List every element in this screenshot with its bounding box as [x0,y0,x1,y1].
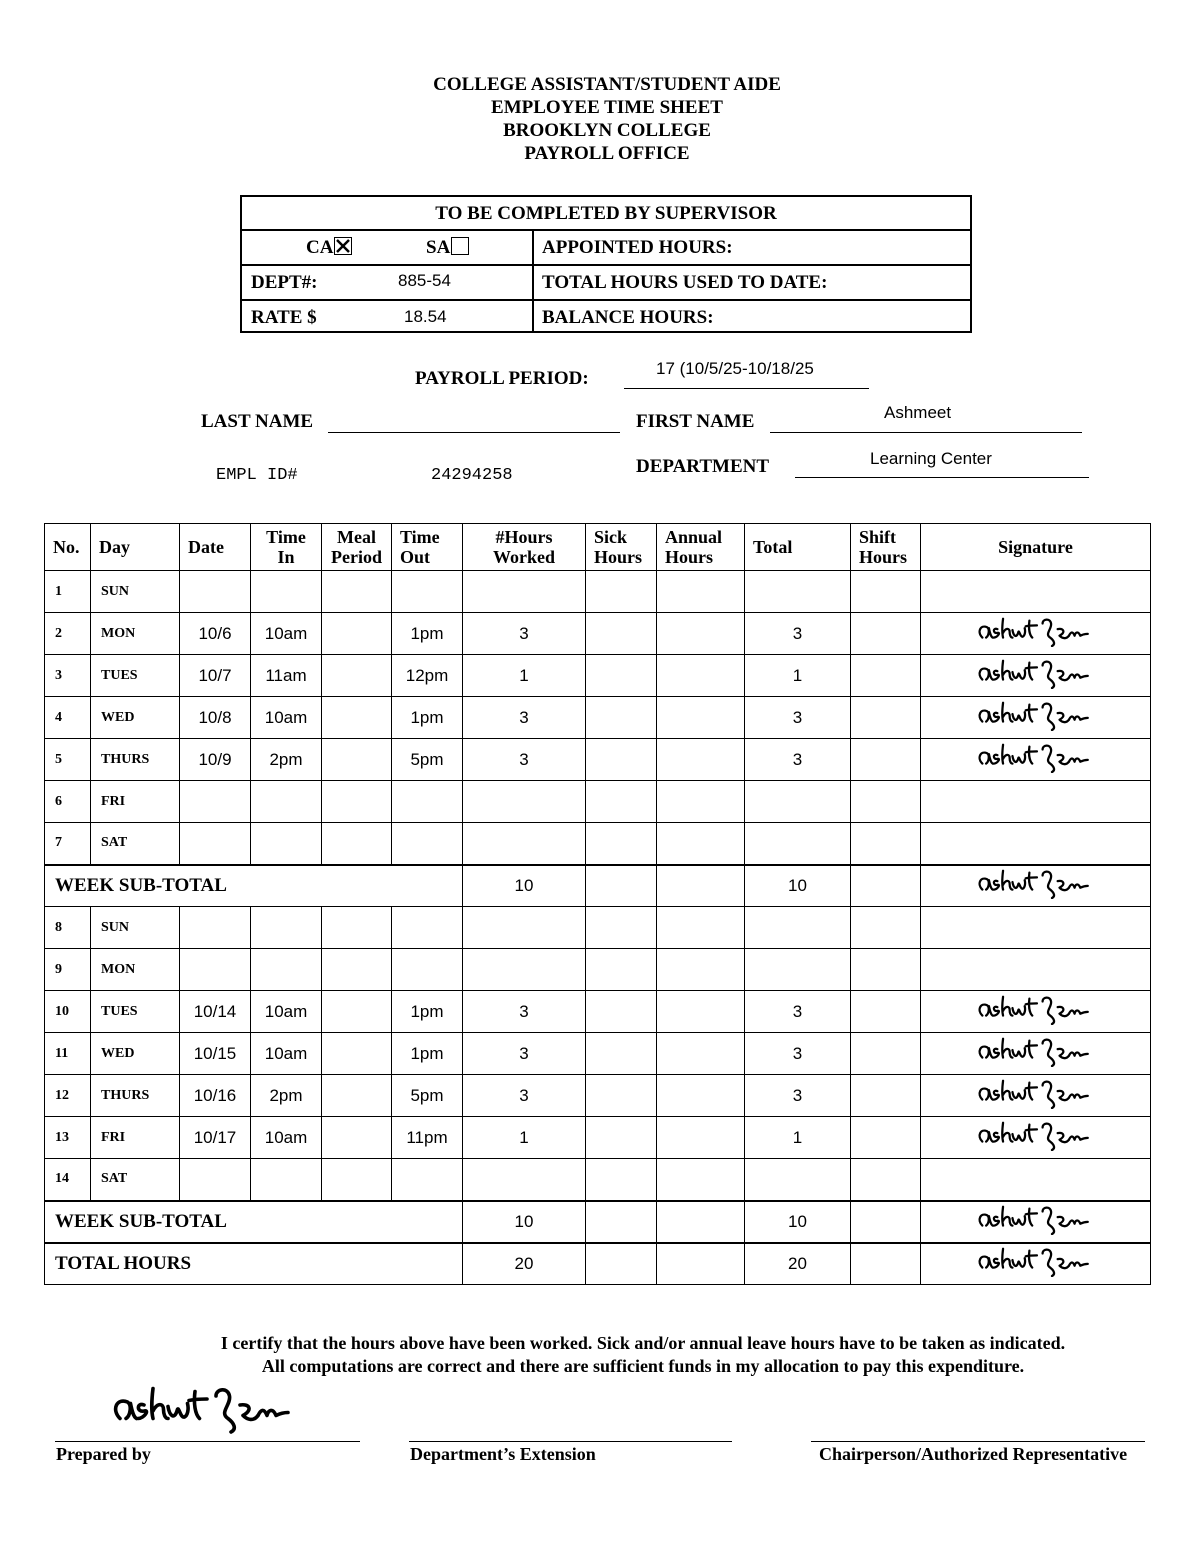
total-cell[interactable]: 3 [745,1075,851,1117]
total-hours-row-sick[interactable] [586,1243,657,1285]
sick-hours-cell[interactable] [586,697,657,739]
time-out-cell[interactable] [392,1159,463,1201]
time-out-cell[interactable]: 12pm [392,655,463,697]
table-row [45,949,1151,991]
ca-checkbox[interactable] [334,237,352,255]
sick-hours-cell[interactable] [586,655,657,697]
row-number: 4 [45,697,91,739]
total-hours-row-label: TOTAL HOURS [45,1243,463,1285]
hours-worked-cell[interactable]: 3 [463,697,586,739]
prepared-by-label: Prepared by [56,1444,151,1464]
week1-subtotal-row-annual[interactable] [657,865,745,907]
week1-subtotal-row-shift[interactable] [851,865,921,907]
signature-cell[interactable] [921,1075,1151,1117]
row-number: 5 [45,739,91,781]
hours-worked-cell[interactable]: 3 [463,991,586,1033]
meal-period-cell[interactable] [322,613,392,655]
row-number: 11 [45,1033,91,1075]
payroll-period-value[interactable]: 17 (10/5/25-10/18/25 [656,359,814,378]
date-cell[interactable]: 10/17 [180,1117,251,1159]
col-header-time-in: Time In [251,524,322,571]
total-cell[interactable] [745,571,851,613]
table-row [45,655,1151,697]
row-number: 14 [45,1159,91,1201]
time-in-cell[interactable]: 10am [251,991,322,1033]
week1-subtotal-row [45,865,1151,907]
first-name-label: FIRST NAME [636,411,755,432]
date-cell[interactable]: 10/7 [180,655,251,697]
annual-hours-cell[interactable] [657,991,745,1033]
header-line-4: PAYROLL OFFICE [524,143,690,164]
table-row [45,991,1151,1033]
signature-cell[interactable] [921,571,1151,613]
row-number: 3 [45,655,91,697]
col-header-sick-hours: Sick Hours [586,524,657,571]
meal-period-cell[interactable] [322,781,392,823]
annual-hours-cell[interactable] [657,697,745,739]
signature-cell[interactable] [921,1159,1151,1201]
table-row [45,739,1151,781]
sick-hours-cell[interactable] [586,571,657,613]
appointed-hours-label: APPOINTED HOURS: [542,237,733,258]
sick-hours-cell[interactable] [586,781,657,823]
time-out-cell[interactable]: 1pm [392,697,463,739]
week2-subtotal-row-sick[interactable] [586,1201,657,1243]
dept-value[interactable]: 885-54 [398,271,451,290]
signature-cell[interactable] [921,865,1151,907]
hours-worked-cell[interactable] [463,571,586,613]
form-header [0,73,1200,165]
col-header-hours-worked: #Hours Worked [463,524,586,571]
time-in-cell[interactable] [251,781,322,823]
department-value[interactable]: Learning Center [870,449,992,468]
signature-cell[interactable] [921,823,1151,865]
certification-line-2: All computations are correct and there are sufficient funds in my allocation to pay this expenditure. [261,1356,1025,1376]
hours-worked-cell[interactable]: 3 [463,1033,586,1075]
annual-hours-cell[interactable] [657,1033,745,1075]
annual-hours-cell[interactable] [657,907,745,949]
col-header-shift-hours: Shift Hours [851,524,921,571]
meal-period-cell[interactable] [322,1159,392,1201]
signature-mark [971,867,1101,899]
week1-subtotal-row-total[interactable]: 10 [745,865,851,907]
hours-worked-cell[interactable] [463,907,586,949]
total-cell[interactable]: 3 [745,1033,851,1075]
annual-hours-cell[interactable] [657,571,745,613]
shift-hours-cell[interactable] [851,1117,921,1159]
signature-mark [974,1077,1098,1109]
signature-cell[interactable] [921,739,1151,781]
day-cell: MON [91,613,180,655]
date-cell[interactable] [180,907,251,949]
row-number: 2 [45,613,91,655]
col-header-time-out: Time Out [392,524,463,571]
shift-hours-cell[interactable] [851,991,921,1033]
shift-hours-cell[interactable] [851,907,921,949]
time-in-cell[interactable] [251,1159,322,1201]
shift-hours-cell[interactable] [851,697,921,739]
signature-mark [974,993,1098,1025]
table-row [45,613,1151,655]
sa-label: SA [426,237,451,258]
week2-subtotal-row-hours-worked[interactable]: 10 [463,1201,586,1243]
sick-hours-cell[interactable] [586,1075,657,1117]
day-cell: SUN [91,571,180,613]
annual-hours-cell[interactable] [657,613,745,655]
prepared-by-signature [108,1382,303,1439]
total-hours-row [45,1243,1151,1285]
day-cell: THURS [91,1075,180,1117]
date-cell[interactable] [180,1159,251,1201]
table-row [45,1159,1151,1201]
table-row [45,1033,1151,1075]
meal-period-cell[interactable] [322,571,392,613]
time-in-cell[interactable]: 10am [251,1033,322,1075]
time-in-cell[interactable] [251,907,322,949]
total-cell[interactable] [745,949,851,991]
time-out-cell[interactable]: 5pm [392,1075,463,1117]
certification-line-1: I certify that the hours above have been worked. Sick and/or annual leave hours have to be taken as indicated. [220,1333,1066,1353]
row-number: 7 [45,823,91,865]
last-name-label: LAST NAME [201,411,314,432]
supervisor-box [240,195,972,333]
table-row [45,907,1151,949]
table-row [45,1117,1151,1159]
time-out-cell[interactable] [392,571,463,613]
date-cell[interactable]: 10/9 [180,739,251,781]
shift-hours-cell[interactable] [851,823,921,865]
date-cell[interactable]: 10/15 [180,1033,251,1075]
empl-id-value[interactable]: 24294258 [431,466,513,485]
signature-mark [971,1245,1101,1277]
row-number: 1 [45,571,91,613]
shift-hours-cell[interactable] [851,655,921,697]
time-in-cell[interactable]: 10am [251,697,322,739]
date-cell[interactable] [180,823,251,865]
total-hours-used-label: TOTAL HOURS USED TO DATE: [542,272,828,293]
sick-hours-cell[interactable] [586,949,657,991]
shift-hours-cell[interactable] [851,613,921,655]
signature-mark [974,741,1098,773]
shift-hours-cell[interactable] [851,781,921,823]
date-cell[interactable] [180,571,251,613]
col-header-total: Total [745,524,851,571]
date-cell[interactable] [180,781,251,823]
payroll-period-label: PAYROLL PERIOD: [415,368,589,389]
week2-subtotal-row [45,1201,1151,1243]
row-number: 9 [45,949,91,991]
signature-cell[interactable] [921,1243,1151,1285]
total-hours-row-hours-worked[interactable]: 20 [463,1243,586,1285]
total-cell[interactable] [745,781,851,823]
certification-text [0,1332,1200,1378]
col-header-annual-hours: Annual Hours [657,524,745,571]
date-cell[interactable] [180,949,251,991]
table-row [45,697,1151,739]
total-cell[interactable]: 1 [745,655,851,697]
total-cell[interactable]: 3 [745,697,851,739]
day-cell: FRI [91,781,180,823]
shift-hours-cell[interactable] [851,1159,921,1201]
signature-cell[interactable] [921,1201,1151,1243]
col-header-meal-period: Meal Period [322,524,392,571]
time-in-cell[interactable]: 2pm [251,739,322,781]
sa-checkbox[interactable] [451,237,469,255]
col-header-day: Day [91,524,180,571]
sick-hours-cell[interactable] [586,907,657,949]
annual-hours-cell[interactable] [657,1075,745,1117]
annual-hours-cell[interactable] [657,949,745,991]
week2-subtotal-row-total[interactable]: 10 [745,1201,851,1243]
shift-hours-cell[interactable] [851,1075,921,1117]
total-cell[interactable]: 3 [745,991,851,1033]
time-out-cell[interactable]: 1pm [392,613,463,655]
meal-period-cell[interactable] [322,949,392,991]
header-line-1: COLLEGE ASSISTANT/STUDENT AIDE [433,74,781,95]
signature-cell[interactable] [921,1117,1151,1159]
annual-hours-cell[interactable] [657,781,745,823]
shift-hours-cell[interactable] [851,949,921,991]
row-number: 12 [45,1075,91,1117]
signature-mark [974,615,1098,647]
hours-worked-cell[interactable]: 3 [463,613,586,655]
row-number: 6 [45,781,91,823]
table-row [45,1075,1151,1117]
annual-hours-cell[interactable] [657,1159,745,1201]
annual-hours-cell[interactable] [657,739,745,781]
sick-hours-cell[interactable] [586,1117,657,1159]
row-number: 8 [45,907,91,949]
time-in-cell[interactable] [251,949,322,991]
day-cell: TUES [91,991,180,1033]
table-header-row [45,524,1151,571]
shift-hours-cell[interactable] [851,1033,921,1075]
signature-cell[interactable] [921,613,1151,655]
header-line-2: EMPLOYEE TIME SHEET [491,97,723,118]
table-row [45,781,1151,823]
meal-period-cell[interactable] [322,1033,392,1075]
annual-hours-cell[interactable] [657,655,745,697]
total-cell[interactable] [745,907,851,949]
signature-mark [974,1035,1098,1067]
hours-worked-cell[interactable]: 3 [463,1075,586,1117]
sick-hours-cell[interactable] [586,1033,657,1075]
time-in-cell[interactable]: 2pm [251,1075,322,1117]
day-cell: MON [91,949,180,991]
hours-worked-cell[interactable]: 1 [463,1117,586,1159]
sick-hours-cell[interactable] [586,613,657,655]
row-number: 10 [45,991,91,1033]
meal-period-cell[interactable] [322,991,392,1033]
signature-cell[interactable] [921,991,1151,1033]
time-in-cell[interactable] [251,571,322,613]
dept-label: DEPT#: [251,272,318,293]
chairperson-label: Chairperson/Authorized Representative [819,1444,1128,1464]
date-cell[interactable]: 10/8 [180,697,251,739]
total-cell[interactable]: 3 [745,739,851,781]
signature-cell[interactable] [921,781,1151,823]
total-hours-row-total[interactable]: 20 [745,1243,851,1285]
time-out-cell[interactable] [392,781,463,823]
time-out-cell[interactable]: 1pm [392,1033,463,1075]
day-cell: WED [91,1033,180,1075]
time-in-cell[interactable]: 10am [251,613,322,655]
first-name-value[interactable]: Ashmeet [884,403,952,422]
time-out-cell[interactable]: 1pm [392,991,463,1033]
time-out-cell[interactable] [392,907,463,949]
week2-subtotal-row-shift[interactable] [851,1201,921,1243]
time-in-cell[interactable]: 10am [251,1117,322,1159]
week2-subtotal-row-annual[interactable] [657,1201,745,1243]
hours-worked-cell[interactable]: 3 [463,739,586,781]
sick-hours-cell[interactable] [586,1159,657,1201]
hours-worked-cell[interactable] [463,1159,586,1201]
ca-label: CA [306,237,334,258]
empl-id-label: EMPL ID# [216,466,298,485]
balance-hours-label: BALANCE HOURS: [542,307,714,328]
signature-cell[interactable] [921,1033,1151,1075]
signature-mark [974,657,1098,689]
col-header-signature: Signature [921,524,1151,571]
shift-hours-cell[interactable] [851,571,921,613]
hours-worked-cell[interactable]: 1 [463,655,586,697]
day-cell: SAT [91,823,180,865]
day-cell: SUN [91,907,180,949]
annual-hours-cell[interactable] [657,823,745,865]
hours-worked-cell[interactable] [463,781,586,823]
signature-cell[interactable] [921,655,1151,697]
col-header-date: Date [180,524,251,571]
ca-option[interactable] [306,237,352,259]
meal-period-cell[interactable] [322,1075,392,1117]
day-cell: THURS [91,739,180,781]
time-out-cell[interactable]: 11pm [392,1117,463,1159]
signature-mark [971,1203,1101,1235]
time-out-cell[interactable] [392,823,463,865]
total-cell[interactable]: 3 [745,613,851,655]
timesheet-table [44,523,1151,1285]
sick-hours-cell[interactable] [586,739,657,781]
time-out-cell[interactable] [392,949,463,991]
sick-hours-cell[interactable] [586,823,657,865]
signature-mark [974,1119,1098,1151]
date-cell[interactable]: 10/16 [180,1075,251,1117]
total-cell[interactable] [745,823,851,865]
meal-period-cell[interactable] [322,739,392,781]
signature-cell[interactable] [921,697,1151,739]
total-hours-row-shift[interactable] [851,1243,921,1285]
total-cell[interactable] [745,1159,851,1201]
day-cell: SAT [91,1159,180,1201]
day-cell: FRI [91,1117,180,1159]
hours-worked-cell[interactable] [463,949,586,991]
week1-subtotal-row-label: WEEK SUB-TOTAL [45,865,463,907]
table-row [45,823,1151,865]
week1-subtotal-row-hours-worked[interactable]: 10 [463,865,586,907]
table-row [45,571,1151,613]
department-extension-label: Department’s Extension [410,1444,596,1464]
signature-mark [974,699,1098,731]
time-out-cell[interactable]: 5pm [392,739,463,781]
meal-period-cell[interactable] [322,823,392,865]
header-line-3: BROOKLYN COLLEGE [503,120,711,141]
rate-label: RATE $ [251,307,317,328]
shift-hours-cell[interactable] [851,739,921,781]
annual-hours-cell[interactable] [657,1117,745,1159]
day-cell: WED [91,697,180,739]
meal-period-cell[interactable] [322,1117,392,1159]
meal-period-cell[interactable] [322,907,392,949]
total-hours-row-annual[interactable] [657,1243,745,1285]
row-number: 13 [45,1117,91,1159]
date-cell[interactable]: 10/14 [180,991,251,1033]
signature-cell[interactable] [921,949,1151,991]
week1-subtotal-row-sick[interactable] [586,865,657,907]
col-header-no: No. [45,524,91,571]
sa-option[interactable] [426,237,469,259]
supervisor-title: TO BE COMPLETED BY SUPERVISOR [435,203,777,224]
time-in-cell[interactable] [251,823,322,865]
week2-subtotal-row-label: WEEK SUB-TOTAL [45,1201,463,1243]
day-cell: TUES [91,655,180,697]
meal-period-cell[interactable] [322,697,392,739]
time-in-cell[interactable]: 11am [251,655,322,697]
signature-cell[interactable] [921,907,1151,949]
rate-value[interactable]: 18.54 [404,307,447,326]
department-label: DEPARTMENT [636,456,770,477]
sick-hours-cell[interactable] [586,991,657,1033]
date-cell[interactable]: 10/6 [180,613,251,655]
hours-worked-cell[interactable] [463,823,586,865]
meal-period-cell[interactable] [322,655,392,697]
total-cell[interactable]: 1 [745,1117,851,1159]
